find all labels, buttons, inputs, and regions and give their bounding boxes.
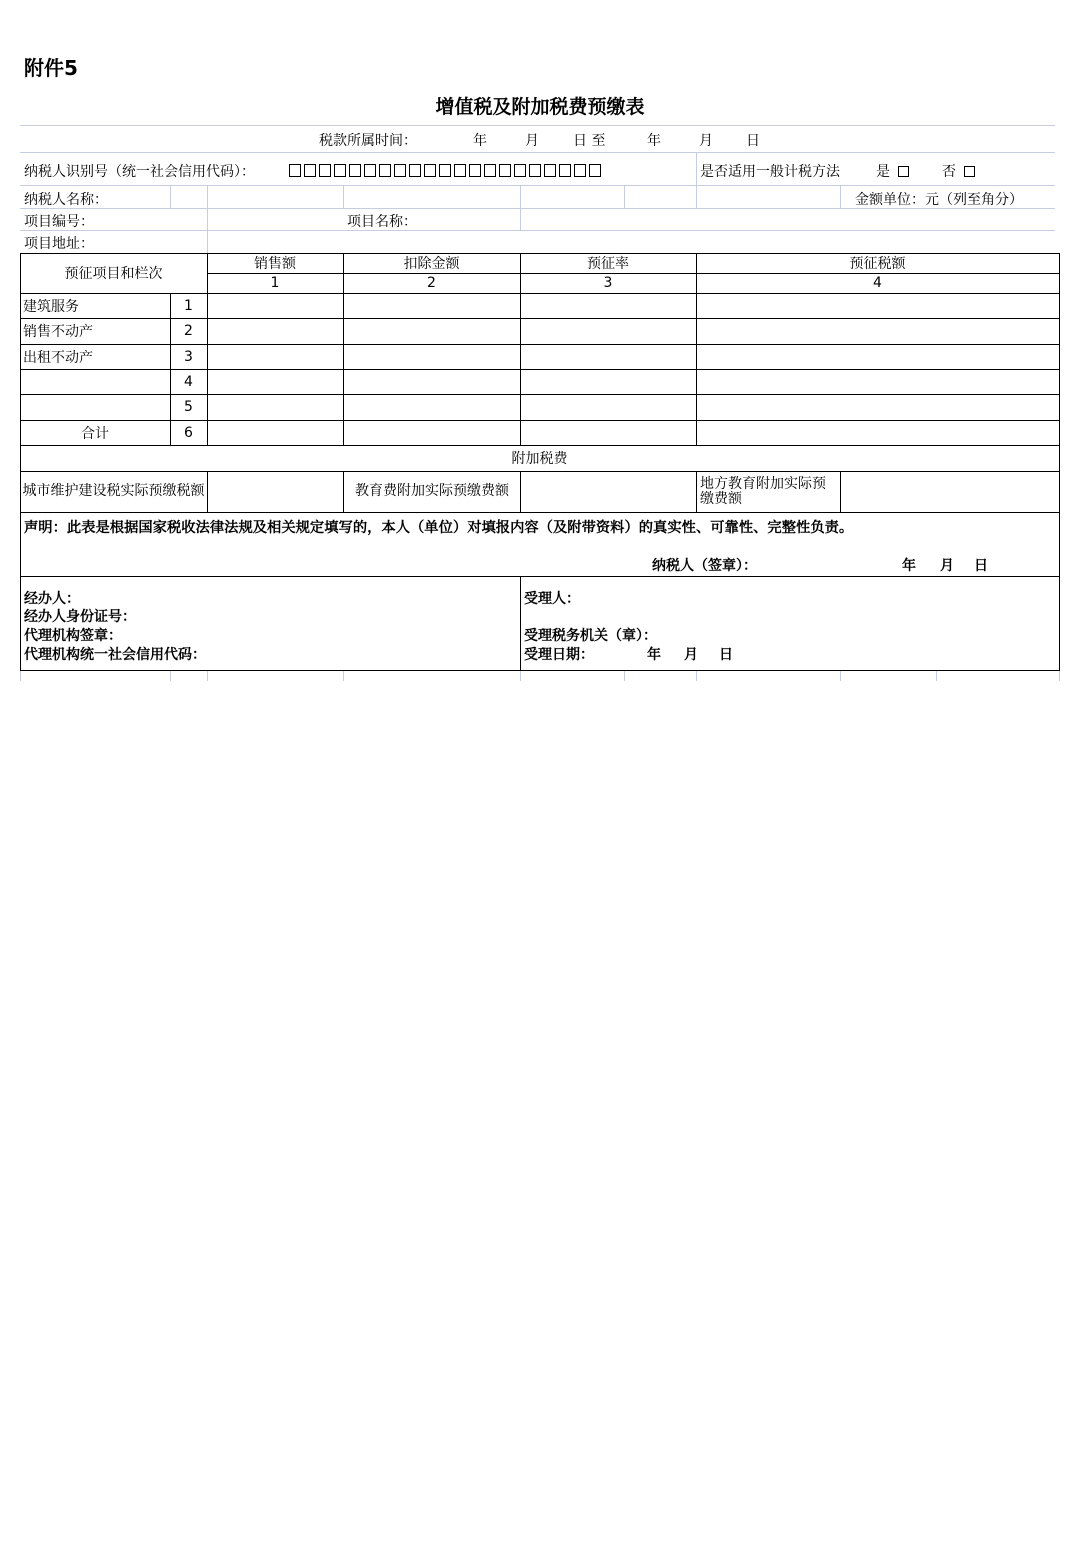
- id-digit-box[interactable]: [514, 164, 526, 177]
- id-digit-box[interactable]: [469, 164, 481, 177]
- general-method-label: 是否适用一般计税方法: [700, 164, 840, 180]
- row-label-total: 合计: [81, 425, 109, 442]
- local-edu-fee-label: 地方教育附加实际预缴费额: [700, 475, 826, 507]
- project-no-label: 项目编号：: [24, 214, 94, 230]
- item-header: 预征项目和栏次: [64, 266, 163, 282]
- id-digit-box[interactable]: [574, 164, 586, 177]
- period-month-end: 月: [699, 133, 713, 149]
- col-rate-header: 预征率: [587, 256, 629, 272]
- declaration-text: 声明：此表是根据国家税收法律法规及相关规定填写的，本人（单位）对填报内容（及附带资料）的真实性、可靠性、完整性负责。: [24, 520, 854, 536]
- handler-id-label: 经办人身份证号：: [24, 609, 136, 625]
- agency-seal-label: 代理机构签章：: [24, 628, 122, 644]
- id-digit-box[interactable]: [289, 164, 301, 177]
- id-digit-box[interactable]: [319, 164, 331, 177]
- general-method-yes[interactable]: [876, 161, 909, 181]
- receive-day: 日: [719, 647, 733, 663]
- period-year-start: 年: [473, 133, 487, 149]
- id-digit-box[interactable]: [589, 164, 601, 177]
- period-day-end: 日: [746, 133, 760, 149]
- period-month-start: 月: [525, 133, 539, 149]
- receive-date-label: 受理日期：: [524, 647, 594, 663]
- col-sales-num: 1: [270, 275, 280, 291]
- no-checkbox[interactable]: [964, 166, 975, 177]
- id-digit-box[interactable]: [409, 164, 421, 177]
- id-digit-box[interactable]: [544, 164, 556, 177]
- id-digit-box[interactable]: [439, 164, 451, 177]
- col-rate-num: 3: [603, 275, 613, 291]
- amount-unit: 金额单位：元（列至角分）: [855, 192, 1023, 208]
- period-day-start: 日 至: [573, 133, 606, 149]
- project-name-label: 项目名称：: [347, 214, 417, 230]
- declaration-month: 月: [940, 558, 954, 574]
- id-digit-box[interactable]: [559, 164, 571, 177]
- declaration-day: 日: [974, 558, 988, 574]
- receive-month: 月: [684, 647, 698, 663]
- no-label: 否: [942, 164, 956, 180]
- attachment-label: 附件5: [24, 56, 78, 80]
- id-digit-box[interactable]: [424, 164, 436, 177]
- yes-checkbox[interactable]: [898, 166, 909, 177]
- row-num: 3: [184, 348, 193, 365]
- row-num: 4: [184, 373, 193, 390]
- period-year-end: 年: [647, 133, 661, 149]
- city-tax-label: 城市维护建设税实际预缴税额: [22, 483, 205, 499]
- id-digit-box[interactable]: [349, 164, 361, 177]
- handler-label: 经办人：: [24, 591, 80, 607]
- period-label: 税款所属时间：: [319, 133, 417, 149]
- id-digit-box[interactable]: [334, 164, 346, 177]
- row-num: 5: [184, 399, 193, 415]
- id-digit-box[interactable]: [379, 164, 391, 177]
- row-num: 2: [184, 323, 193, 339]
- id-digit-box[interactable]: [454, 164, 466, 177]
- agency-code-label: 代理机构统一社会信用代码：: [24, 647, 206, 663]
- declaration-year: 年: [902, 558, 916, 574]
- receive-year: 年: [647, 647, 661, 663]
- surcharge-header: 附加税费: [511, 451, 568, 467]
- col-deduction-header: 扣除金额: [403, 256, 460, 272]
- tax-office-label: 受理税务机关（章）：: [524, 628, 657, 644]
- project-address-label: 项目地址：: [24, 236, 94, 252]
- general-method-no[interactable]: [942, 161, 975, 181]
- col-sales-header: 销售额: [254, 256, 296, 272]
- yes-label: 是: [876, 164, 890, 180]
- taxpayer-name-label: 纳税人名称：: [24, 192, 108, 208]
- row-num: 6: [184, 424, 193, 441]
- col-tax-header: 预征税额: [849, 256, 906, 272]
- id-digit-box[interactable]: [484, 164, 496, 177]
- row-label-sale-property: 销售不动产: [23, 324, 93, 340]
- row-label-construction: 建筑服务: [23, 298, 79, 315]
- edu-fee-label: 教育费附加实际预缴费额: [355, 483, 509, 499]
- id-digit-box[interactable]: [364, 164, 376, 177]
- taxpayer-sign-label: 纳税人（签章）：: [652, 558, 757, 574]
- id-digit-box[interactable]: [394, 164, 406, 177]
- taxpayer-id-label: 纳税人识别号（统一社会信用代码）：: [24, 164, 255, 180]
- taxpayer-id-boxes[interactable]: [287, 161, 602, 180]
- col-tax-num: 4: [873, 275, 882, 291]
- id-digit-box[interactable]: [499, 164, 511, 177]
- receiver-label: 受理人：: [524, 591, 580, 607]
- row-label-lease-property: 出租不动产: [23, 349, 93, 366]
- id-digit-box[interactable]: [304, 164, 316, 177]
- col-deduction-num: 2: [427, 275, 436, 291]
- form-title: 增值税及附加税费预缴表: [435, 96, 645, 118]
- id-digit-box[interactable]: [529, 164, 541, 177]
- row-label-blank: [20, 369, 170, 394]
- row-num: 1: [184, 297, 193, 314]
- row-label-blank: [20, 394, 170, 420]
